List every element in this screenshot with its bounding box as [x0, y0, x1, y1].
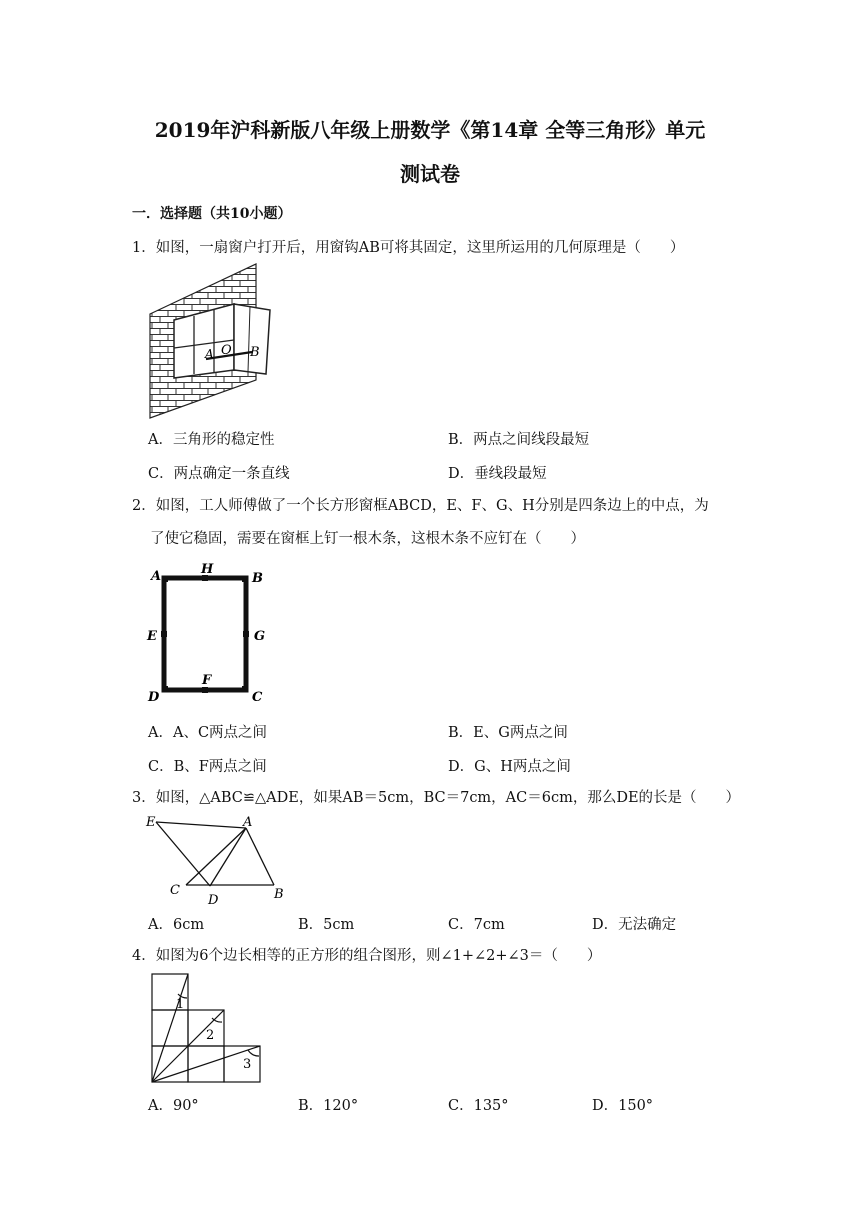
q1-option-c: C．两点确定一条直线 [148, 466, 290, 482]
q3-option-a: A．6cm [148, 917, 205, 933]
window-figure [148, 262, 273, 419]
fig3-label-D: D [208, 893, 219, 908]
fig3-label-E: E [146, 815, 156, 830]
squares-angle-figure [148, 970, 264, 1086]
fig1-label-B: B [250, 345, 260, 360]
q2-option-a: A．A、C两点之间 [148, 725, 268, 741]
fig2-label-G: G [254, 629, 266, 644]
page-title-line1: 2019年沪科新版八年级上册数学《第14章 全等三角形》单元 [154, 118, 706, 142]
q1-option-b: B．两点之间线段最短 [448, 432, 590, 448]
q2-option-d: D．G、H两点之间 [448, 759, 571, 775]
q4-option-c: C．135° [448, 1098, 509, 1114]
fig3-label-B: B [274, 887, 284, 902]
fig3-label-A: A [243, 815, 253, 830]
fig2-label-C: C [252, 690, 263, 705]
q2-option-b: B．E、G两点之间 [448, 725, 568, 741]
fig4-label-3: 3 [243, 1057, 252, 1072]
q4-option-a: A．90° [148, 1098, 199, 1114]
fig2-label-E: E [147, 629, 157, 644]
question-2-stem-line2: 了使它稳固，需要在窗框上钉一根木条，这根木条不应钉在（ ） [150, 531, 585, 547]
rectangle-frame-figure [146, 560, 270, 706]
fig2-label-A: A [151, 569, 162, 584]
fig1-label-A: A [205, 347, 214, 361]
q3-option-b: B．5cm [298, 917, 355, 933]
page-title-line2: 测试卷 [400, 162, 460, 186]
q4-option-b: B．120° [298, 1098, 359, 1114]
fig4-label-2: 2 [206, 1028, 215, 1043]
open-sash [234, 304, 270, 374]
question-3-stem: 3．如图，△ABC≌△ADE，如果AB＝5cm，BC＝7cm，AC＝6cm，那么DE的长是（ ） [132, 790, 741, 806]
fig2-label-D: D [148, 690, 160, 705]
fig1-label-O: O [221, 343, 232, 358]
q1-option-d: D．垂线段最短 [448, 466, 547, 482]
q1-option-a: A．三角形的稳定性 [148, 432, 275, 448]
section-heading: 一．选择题（共10小题） [132, 206, 292, 222]
q3-option-d: D．无法确定 [592, 917, 677, 933]
fig3-label-C: C [170, 883, 180, 898]
question-4-stem: 4．如图为6个边长相等的正方形的组合图形，则∠1+∠2+∠3＝（ ） [132, 948, 602, 964]
fig4-label-1: 1 [176, 997, 185, 1012]
question-1-stem: 1．如图，一扇窗户打开后，用窗钩AB可将其固定，这里所运用的几何原理是（ ） [132, 240, 685, 256]
question-2-stem-line1: 2．如图，工人师傅做了一个长方形窗框ABCD，E、F、G、H分别是四条边上的中点，为 [132, 498, 709, 514]
fig2-label-F: F [202, 673, 212, 688]
q3-option-c: C．7cm [448, 917, 505, 933]
fig2-label-H: H [201, 562, 214, 577]
q2-option-c: C．B、F两点之间 [148, 759, 267, 775]
triangles-figure [142, 812, 292, 908]
q4-option-d: D．150° [592, 1098, 654, 1114]
fig2-label-B: B [252, 571, 263, 586]
